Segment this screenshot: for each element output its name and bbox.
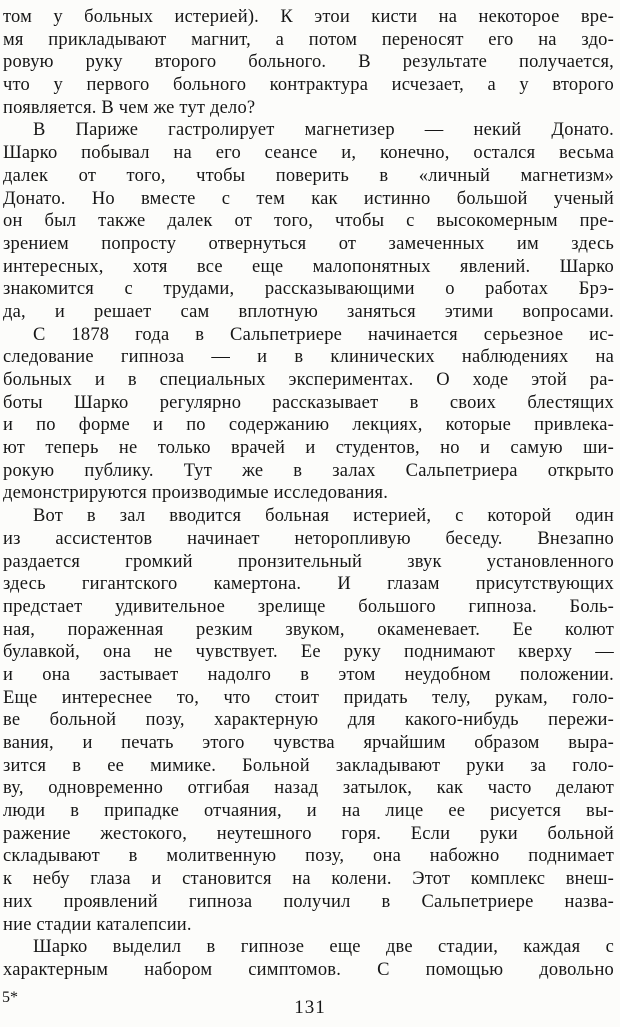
text-line: люди в припадке отчаяния, и на лице ее рисуется вы- [3, 801, 614, 822]
text-line: вания, и печать этого чувства ярчайшим образом выра- [3, 733, 614, 753]
text-line: Донато. Но вместе с тем как истинно большой ученый [3, 188, 614, 209]
text-line: предстает удивительное зрелище большого гипноза. Боль- [3, 596, 614, 617]
text-line: ву, одновременно отгибая назад затылок, как часто делают [3, 778, 614, 799]
text-line: и по форме и по содержанию лекциях, которые привлека- [3, 415, 614, 436]
text-line: интересных, хотя все еще малопонятных явлений. Шарко [3, 256, 614, 277]
text-line: ровую руку второго больного. В результате получается, [3, 52, 614, 73]
text-line: ют теперь не только врачей и студентов, но и самую ши- [3, 438, 614, 459]
signature-mark: 5* [2, 989, 18, 1006]
text-line: ражение жестокого, неутешного горя. Если руки больной [3, 823, 614, 844]
text-line: к небу глаза и становится на колени. Этот комплекс внеш- [3, 869, 614, 890]
text-line: далек от того, чтобы поверить в «личный магнетизм» [3, 165, 614, 186]
text-line: том у больных истерией). К этои кисти на некоторое вре- [3, 7, 614, 27]
page-number: 131 [294, 997, 326, 1018]
text-line: Вот в зал вводится больная истерией, с которой один [33, 506, 614, 527]
text-line: В Париже гастролирует магнетизер — некий Донато. [33, 120, 614, 141]
text-line: демонстрируются производимые исследования. [3, 483, 389, 504]
text-line: знакомится с трудами, рассказывающими о работах Брэ- [3, 279, 614, 300]
text-line: рокую публику. Тут же в залах Сальпетриера открыто [3, 460, 614, 481]
text-line: С 1878 года в Сальпетриере начинается серьезное ис- [33, 324, 614, 345]
text-line: Шарко выделил в гипнозе еще две стадии, каждая с [33, 937, 614, 958]
text-line: и она застывает надолго в этом неудобном положении. [3, 664, 614, 685]
text-line: он был также далек от того, чтобы с высокомерным пре- [3, 211, 614, 232]
text-line: Еще интереснее то, что стоит придать телу, рукам, голо- [3, 687, 614, 708]
text-line: следование гипноза — и в клинических наблюдениях на [3, 347, 614, 368]
body-text [3, 6, 614, 982]
text-line: них проявлений гипноза получил в Сальпетриере назва- [3, 891, 614, 912]
text-line: Шарко побывал на его сеансе и, конечно, остался весьма [3, 143, 614, 164]
text-line: здесь гигантского камертона. И глазам присутствующих [3, 574, 614, 595]
text-line: из ассистентов начинает неторопливую беседу. Внезапно [3, 528, 614, 549]
text-line: складывают в молитвенную позу, она набожно поднимает [3, 846, 614, 867]
text-line: характерным набором симптомов. С помощью довольно [3, 959, 614, 980]
text-line: ние стадии каталепсии. [3, 914, 192, 935]
text-line: зится в ее мимике. Больной закладывают руки за голо- [3, 755, 614, 776]
text-line: что у первого больного контрактура исчезает, а у второго [3, 75, 614, 96]
text-line: да, и решает сам вплотную заняться этими вопросами. [3, 301, 614, 322]
text-line: ве больной позу, характерную для какого-нибудь пережи- [3, 710, 614, 731]
text-line: больных и в специальных экспериментах. О ходе этой ра- [3, 370, 614, 390]
text-line: мя прикладывают магнит, а потом переносят его на здо- [3, 29, 614, 50]
text-line: зрением попросту отвернуться от замеченных им здесь [3, 233, 614, 254]
text-line: боты Шарко регулярно рассказывает в своих блестящих [3, 392, 614, 413]
text-line: раздается громкий пронзительный звук установленного [3, 551, 614, 572]
text-line: ная, пораженная резким звуком, окаменевает. Ее колют [3, 619, 614, 640]
text-line: появляется. В чем же тут дело? [3, 97, 256, 118]
text-line: булавкой, она не чувствует. Ее руку поднимают кверху — [3, 642, 614, 663]
